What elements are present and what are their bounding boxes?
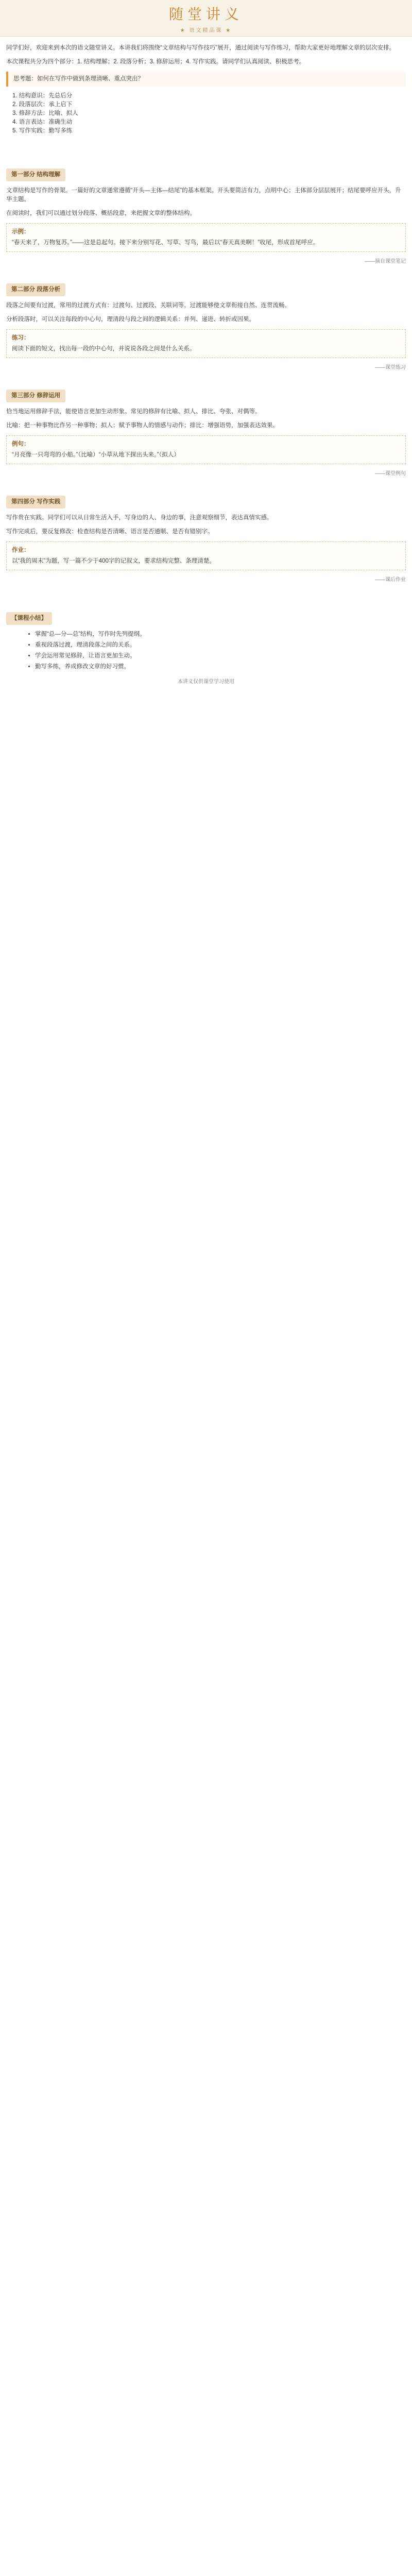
card-text: 以“我的周末”为题，写一篇不少于400字的记叙文，要求结构完整、条理清楚。 (12, 558, 215, 564)
section-paragraph: 恰当地运用修辞手法，能使语言更加生动形象。常见的修辞有比喻、拟人、排比、夸张、对偶等。 (6, 409, 261, 415)
summary-list (14, 630, 406, 671)
section-paragraph: 段落之间要有过渡，常用的过渡方式有：过渡句、过渡段、关联词等。过渡能够使文章衔接自然、连贯流畅。 (6, 302, 290, 309)
source-note: ——摘自课堂笔记 (365, 259, 406, 264)
homework-card (6, 541, 406, 570)
banner-subtitle: ★ 语文精品课 ★ (180, 27, 232, 33)
summary-item: • 掌握“总—分—总”结构，写作时先列提纲。 (35, 630, 406, 639)
section-title: 第二部分 段落分析 (6, 283, 65, 296)
exercise-card (6, 329, 406, 358)
summary-item: • 勤写多练，养成修改文章的好习惯。 (35, 663, 406, 671)
key-point: 1. 结构意识：先总后分 (12, 93, 73, 99)
card-kicker: 示例： (12, 229, 30, 235)
section-paragraph: 写作贵在实践。同学们可以从日常生活入手，写身边的人、身边的事，注意观察细节，表达真情实感。 (6, 515, 273, 521)
summary-title: 【课程小结】 (6, 612, 52, 625)
document-page (0, 0, 412, 697)
card-text: “月亮像一只弯弯的小船。”（比喻）“小草从地下探出头来。”（拟人） (12, 452, 180, 458)
intro-paragraph-2: 本次课程共分为四个部分：1. 结构理解；2. 段落分析；3. 修辞运用；4. 写作实践。请同学们认真阅读、积极思考。 (6, 59, 305, 65)
card-kicker: 作业： (12, 547, 30, 553)
intro-paragraph-1: 同学们好，欢迎来到本次的语文随堂讲义。本讲我们将围绕“文章结构与写作技巧”展开，通过阅读与写作练习，帮助大家更好地理解文章的层次安排。 (6, 45, 396, 51)
banner-title: 随堂讲义 (168, 5, 243, 23)
section-4 (6, 488, 406, 584)
section-paragraph: 分析段落时，可以关注每段的中心句，理清段与段之间的逻辑关系：并列、递进、转折或因果。 (6, 316, 255, 323)
key-point: 5. 写作实践：勤写多练 (12, 128, 73, 134)
section-3 (6, 382, 406, 478)
example-card (6, 435, 406, 464)
question-box: 思考题：如何在写作中做到条理清晰、重点突出？ (6, 72, 406, 87)
source-note: ——课堂例句 (375, 471, 406, 477)
section-paragraph: 在阅读时，我们可以通过划分段落、概括段意，来把握文章的整体结构。 (6, 210, 196, 216)
section-1 (6, 161, 406, 266)
card-kicker: 例句： (12, 441, 30, 447)
source-note: ——课后作业 (375, 577, 406, 583)
key-point: 3. 修辞方法：比喻、拟人 (12, 110, 78, 116)
summary-item: • 学会运用常见修辞，让语言更加生动。 (35, 652, 406, 660)
card-text: 阅读下面的短文，找出每一段的中心句，并说说各段之间是什么关系。 (12, 346, 196, 352)
key-point: 4. 语言表达：准确生动 (12, 119, 73, 125)
section-title: 第四部分 写作实践 (6, 496, 65, 509)
summary-item: • 重视段落过渡，理清段落之间的关系。 (35, 641, 406, 650)
section-title: 第一部分 结构理解 (6, 168, 65, 181)
card-kicker: 练习： (12, 335, 30, 341)
key-point: 2. 段落层次：承上启下 (12, 101, 73, 108)
section-paragraph: 比喻：把一种事物比作另一种事物；拟人：赋予事物人的情感与动作；排比：增强语势，加强表达效果。 (6, 422, 279, 429)
section-paragraph: 文章结构是写作的骨架。一篇好的文章通常遵循“开头—主体—结尾”的基本框架。开头要简洁有力，点明中心；主体部分层层展开；结尾要呼应开头，升华主题。 (6, 188, 401, 202)
source-note: ——课堂练习 (375, 365, 406, 370)
content (0, 37, 412, 697)
section-title: 第三部分 修辞运用 (6, 389, 65, 402)
card-text: “春天来了，万物复苏。”——这是总起句。接下来分别写花、写草、写鸟，最后以“春天真美啊！”收尾，形成首尾呼应。 (12, 240, 319, 246)
header-banner (0, 0, 412, 37)
section-paragraph: 写作完成后，要反复修改：检查结构是否清晰、语言是否通顺、是否有错别字。 (6, 529, 214, 535)
footer-note: 本讲义仅供课堂学习使用 (178, 679, 234, 685)
section-2 (6, 276, 406, 372)
key-points-list (12, 92, 406, 135)
example-card (6, 223, 406, 252)
